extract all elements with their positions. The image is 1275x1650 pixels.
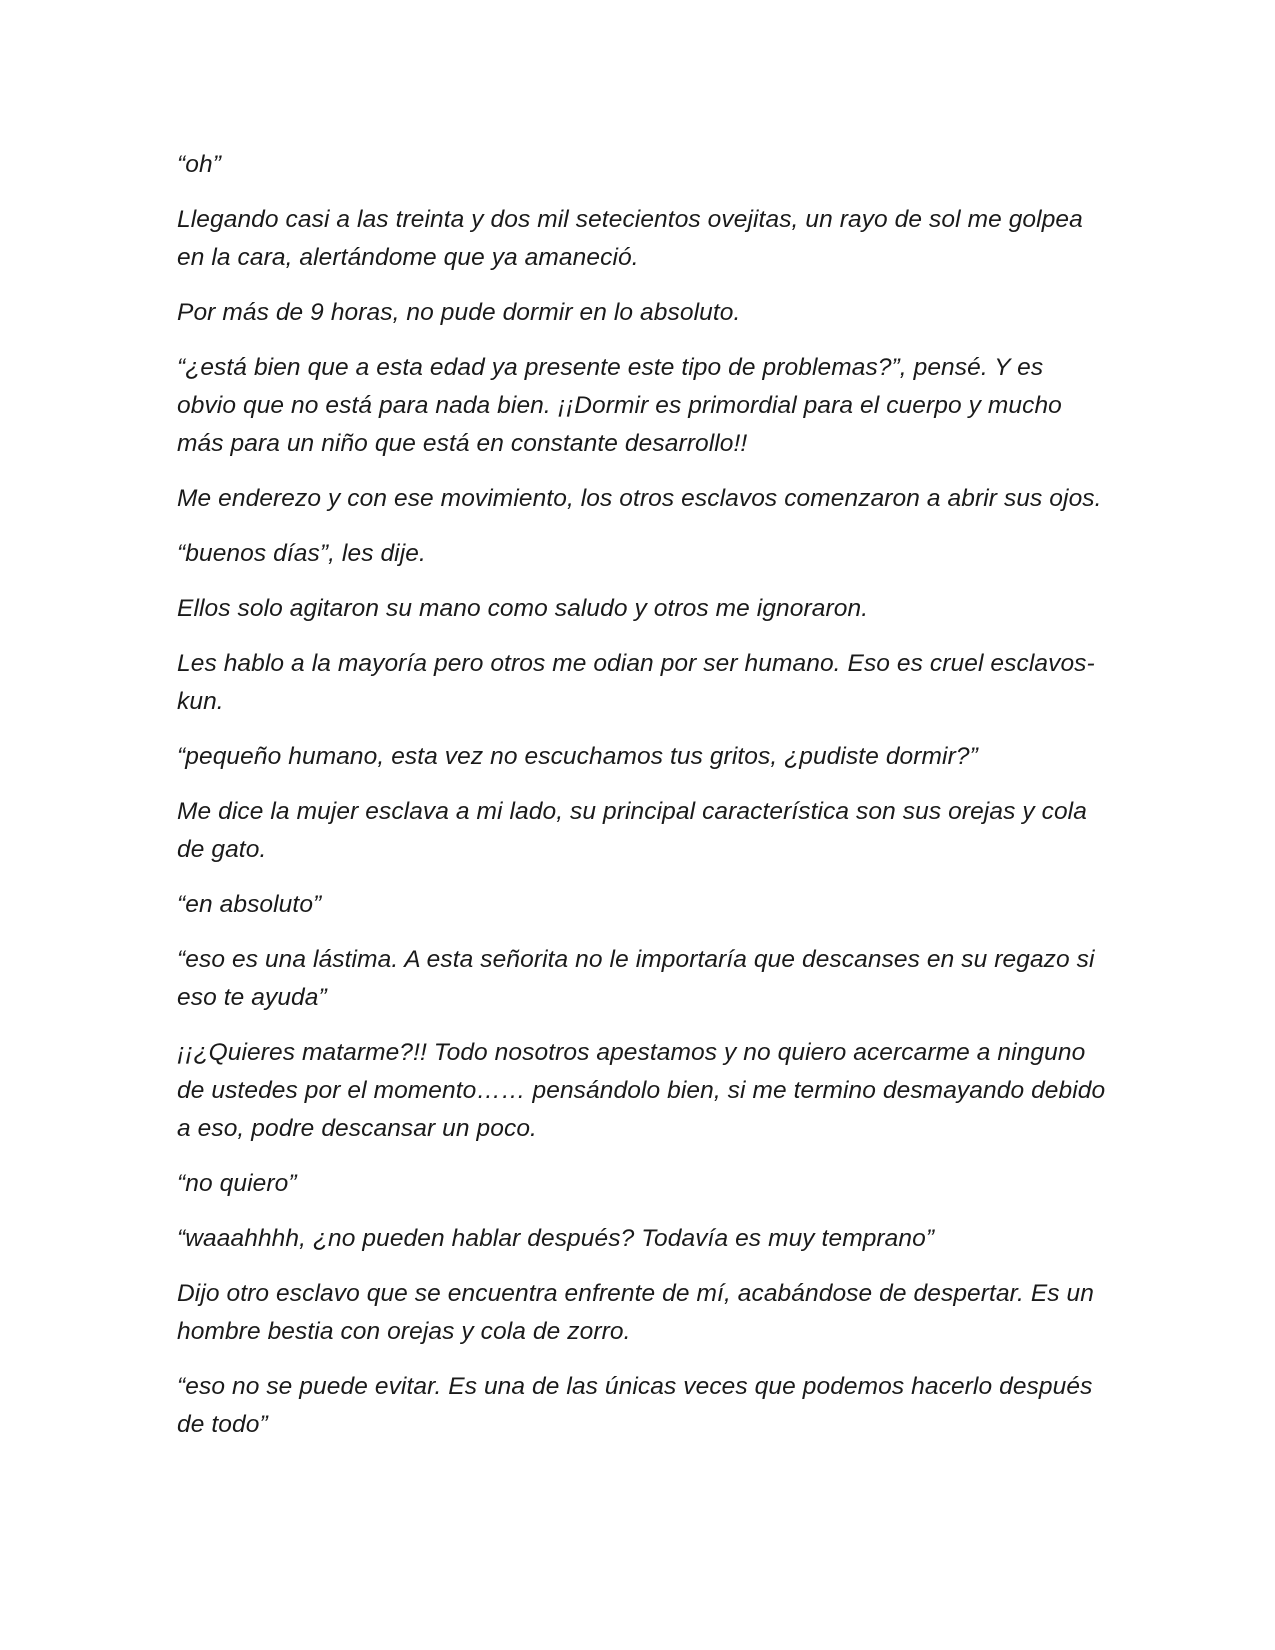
paragraph-kill-me: ¡¡¿Quieres matarme?!! Todo nosotros apestamos y no quiero acercarme a ninguno de ustedes por el momento…… pensándolo bien, si me termino desmayando debido a eso, podre descansar un poco. xyxy=(177,1039,1106,1142)
document-body xyxy=(177,146,1107,1461)
paragraph-good-morning: “buenos días”, les dije. xyxy=(177,540,426,567)
paragraph-hate-humans: Les hablo a la mayoría pero otros me odian por ser humano. Eso es cruel esclavos-kun. xyxy=(177,650,1095,715)
paragraph-straighten-up: Me enderezo y con ese movimiento, los otros esclavos comenzaron a abrir sus ojos. xyxy=(177,485,1102,512)
paragraph-no-sleep: Por más de 9 horas, no pude dormir en lo absoluto. xyxy=(177,299,741,326)
paragraph-dont-want: “no quiero” xyxy=(177,1170,297,1197)
paragraph-fox-man: Dijo otro esclavo que se encuentra enfrente de mí, acabándose de despertar. Es un hombre bestia con orejas y cola de zorro. xyxy=(177,1280,1094,1345)
paragraph-wave: Ellos solo agitaron su mano como saludo y otros me ignoraron. xyxy=(177,595,869,622)
paragraph-sheep-count: Llegando casi a las treinta y dos mil setecientos ovejitas, un rayo de sol me golpea en la cara, alertándome que ya amaneció. xyxy=(177,206,1083,271)
paragraph-lap-offer: “eso es una lástima. A esta señorita no le importaría que descanses en su regazo si eso te ayuda” xyxy=(177,946,1095,1011)
paragraph-dialogue-oh: “oh” xyxy=(177,151,221,178)
paragraph-cat-woman: Me dice la mujer esclava a mi lado, su principal característica son sus orejas y cola de gato. xyxy=(177,798,1087,863)
paragraph-little-human: “pequeño humano, esta vez no escuchamos tus gritos, ¿pudiste dormir?” xyxy=(177,743,978,770)
paragraph-sleep-thoughts: “¿está bien que a esta edad ya presente este tipo de problemas?”, pensé. Y es obvio que no está para nada bien. ¡¡Dormir es primordial para el cuerpo y mucho más para un niño que está en constante desarrollo!! xyxy=(177,354,1062,457)
paragraph-not-at-all: “en absoluto” xyxy=(177,891,322,918)
paragraph-cannot-avoid: “eso no se puede evitar. Es una de las únicas veces que podemos hacerlo después de todo” xyxy=(177,1373,1093,1438)
paragraph-too-early: “waaahhhh, ¿no pueden hablar después? Todavía es muy temprano” xyxy=(177,1225,935,1252)
